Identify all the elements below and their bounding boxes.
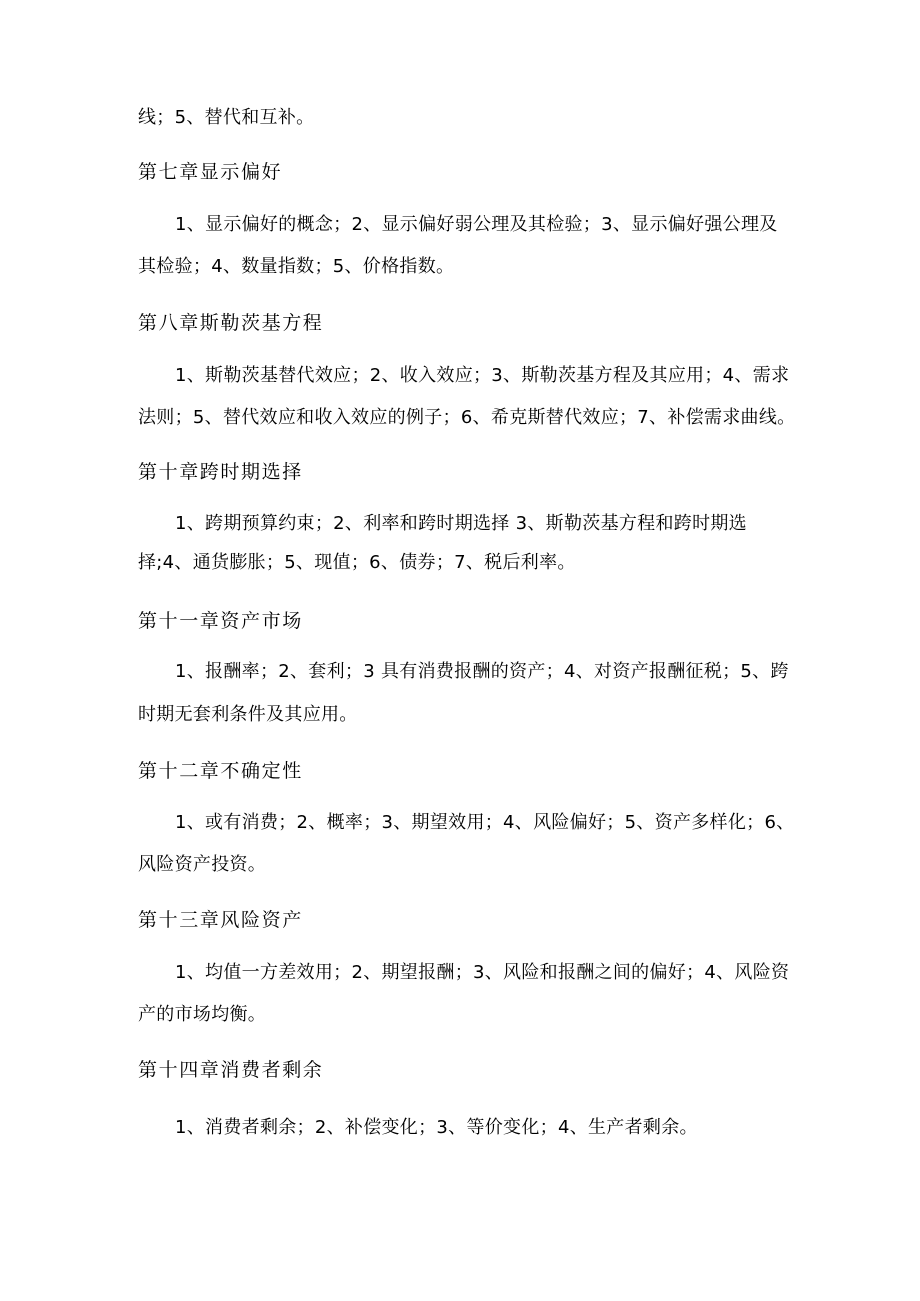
paragraph-line: 时期无套利条件及其应用。 bbox=[138, 704, 358, 725]
chapter-heading-12: 第十二章不确定性 bbox=[138, 760, 303, 782]
chapter-heading-7: 第七章显示偏好 bbox=[138, 161, 283, 183]
paragraph-line: 1、显示偏好的概念；2、显示偏好弱公理及其检验；3、显示偏好强公理及 bbox=[175, 214, 778, 235]
paragraph-line: 风险资产投资。 bbox=[138, 854, 267, 875]
chapter-heading-14: 第十四章消费者剩余 bbox=[138, 1059, 324, 1081]
chapter-heading-8: 第八章斯勒茨基方程 bbox=[138, 312, 324, 334]
paragraph-line: 1、均值一方差效用；2、期望报酬；3、风险和报酬之间的偏好；4、风险资 bbox=[175, 962, 790, 983]
paragraph-line: 其检验；4、数量指数；5、价格指数。 bbox=[138, 256, 455, 277]
paragraph-line: 1、斯勒茨基替代效应；2、收入效应；3、斯勒茨基方程及其应用；4、需求 bbox=[175, 365, 790, 386]
chapter-heading-10: 第十章跨时期选择 bbox=[138, 461, 303, 483]
paragraph-line: 法则；5、替代效应和收入效应的例子；6、希克斯替代效应；7、补偿需求曲线。 bbox=[138, 407, 796, 428]
paragraph-line: 1、或有消费；2、概率；3、期望效用；4、风险偏好；5、资产多样化；6、 bbox=[175, 812, 795, 833]
paragraph-line: 1、报酬率；2、套利；3 具有消费报酬的资产；4、对资产报酬征税；5、跨 bbox=[175, 661, 789, 682]
paragraph-line: 择;4、通货膨胀；5、现值；6、债券；7、税后利率。 bbox=[138, 552, 576, 573]
paragraph-line: 产的市场均衡。 bbox=[138, 1004, 267, 1025]
chapter-heading-11: 第十一章资产市场 bbox=[138, 610, 303, 632]
chapter-heading-13: 第十三章风险资产 bbox=[138, 909, 303, 931]
paragraph-line: 1、跨期预算约束；2、利率和跨时期选择 3、斯勒茨基方程和跨时期选 bbox=[175, 513, 747, 534]
paragraph-line: 线；5、替代和互补。 bbox=[138, 107, 315, 128]
paragraph-line: 1、消费者剩余；2、补偿变化；3、等价变化；4、生产者剩余。 bbox=[175, 1117, 698, 1138]
